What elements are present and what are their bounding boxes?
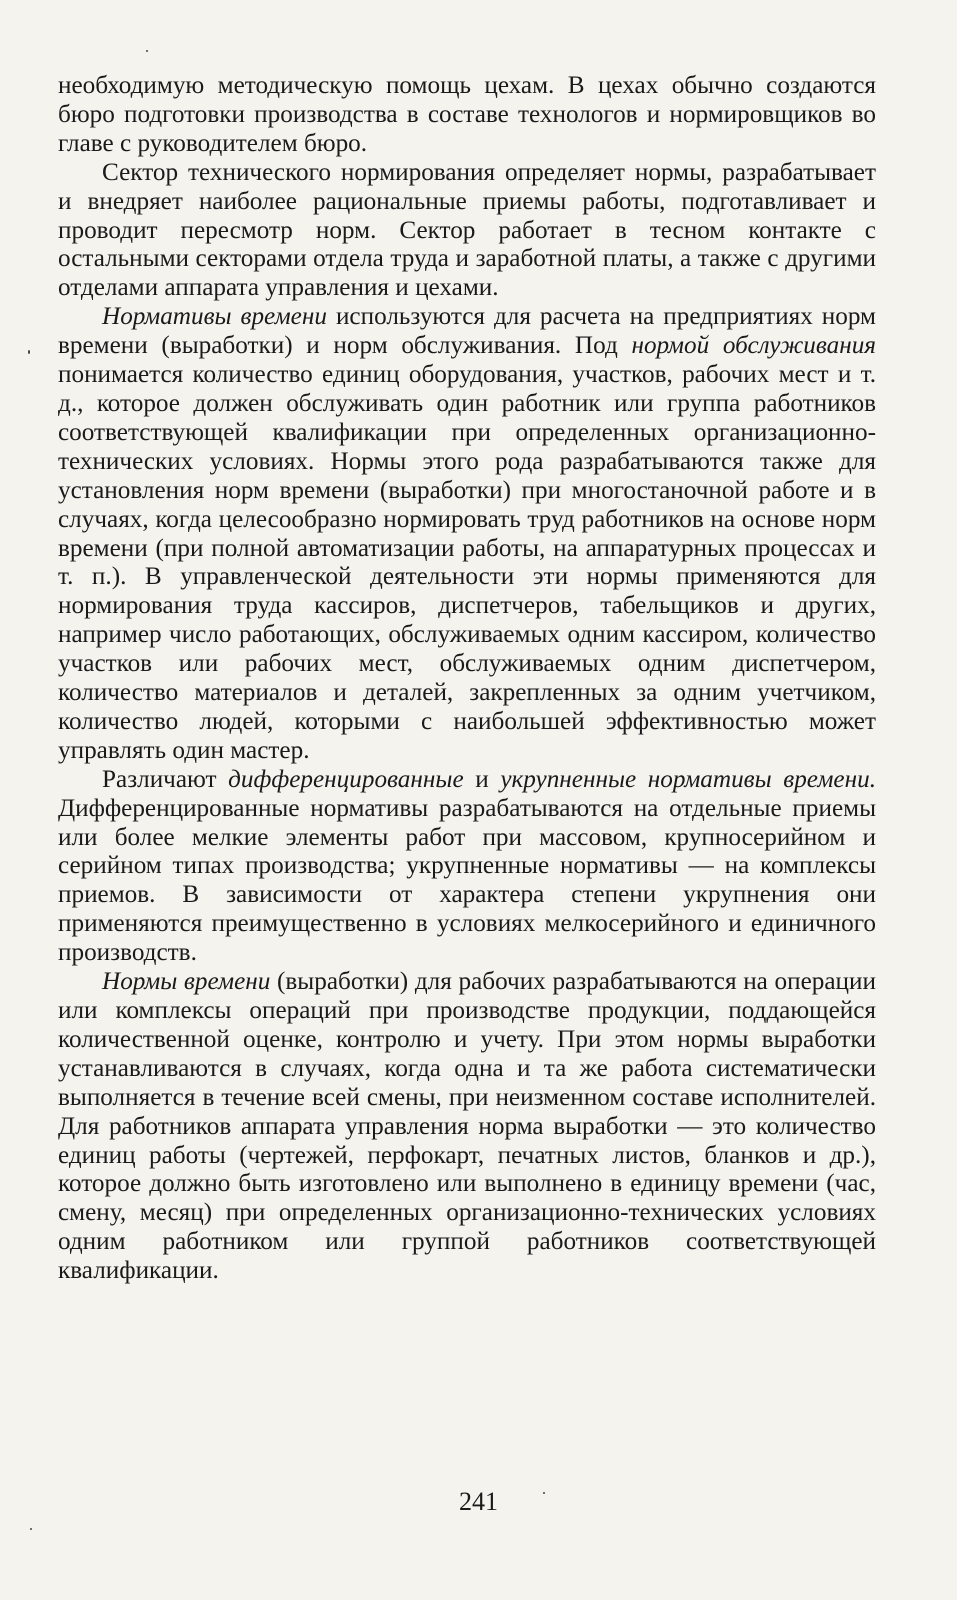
- scan-speck: [146, 50, 148, 52]
- scan-speck: [28, 350, 30, 354]
- term-differentiated-italic: дифференцированные: [228, 765, 464, 793]
- paragraph-3: [58, 303, 876, 766]
- paragraph-1-text: необходимую методическую помощь цехам. В цехах обычно создаются бюро подготовки производства в составе технологов и нормировщиков во главе с руководителем бюро.: [58, 72, 876, 157]
- paragraph-2: [58, 159, 876, 304]
- paragraph-3-text-a: используются для расчета на предприятиях норм времени (выработки) и норм обслуживания. Под: [58, 303, 876, 360]
- scan-speck: [30, 1528, 32, 1530]
- body-text: [58, 72, 876, 1286]
- paragraph-4-text-a: Различают: [102, 765, 229, 793]
- paragraph-4-text-c: Дифференцированные нормативы разрабатываются на отдельные приемы или более мелкие элементы работ при массовом, крупносерийном и серийном типах производства; укрупненные нормативы — на комплексы приемов. В зависимости от характера степени укрупнения они применяются преимущественно в условиях мелкосерийного и единичного производств.: [58, 794, 876, 967]
- paragraph-4-text-b: и: [463, 765, 501, 793]
- paragraph-2-text: Сектор технического нормирования определяет нормы, разрабатывает и внедряет наиболее рациональные приемы работы, подготавливает и проводит пересмотр норм. Сектор работает в тесном контакте с остальными секторами отдела труда и заработной платы, а также с другими отделами аппарата управления и цехами.: [58, 158, 876, 302]
- paragraph-3-text-b: понимается количество единиц оборудования, участков, рабочих мест и т. д., которое должен обслуживать один работник или группа работников соответствующей квалификации при определенных организационно-технических условиях. Нормы этого рода разрабатываются также для установления норм времени (выработки) при многостаночной работе и в случаях, когда целесообразно нормировать труд работников на основе норм времени (при полной автоматизации работы, на аппаратурных процессах и т. п.). В управленческой деятельности эти нормы применяются для нормирования труда кассиров, диспетчеров, табельщиков и других, например число работающих, обслуживаемых одним кассиром, количество участков или рабочих мест, обслуживаемых одним диспетчером, количество материалов и деталей, закрепленных за одним учетчиком, количество людей, которыми с наибольшей эффективностью может управлять один мастер.: [58, 361, 876, 764]
- paragraph-5: [58, 968, 876, 1286]
- term-service-norm-italic: нормой обслуживания: [631, 332, 876, 360]
- term-time-norms-italic: Нормативы времени: [102, 303, 327, 331]
- term-enlarged-norms-italic: укрупненные нормативы времени.: [500, 765, 876, 793]
- scan-speck: [543, 1492, 545, 1494]
- paragraph-1: [58, 72, 876, 159]
- page-number: 241: [459, 1487, 498, 1516]
- paragraph-5-text: (выработки) для рабочих разрабатываются на операции или комплексы операций при производстве продукции, поддающейся количественной оценке, контролю и учету. При этом нормы выработки устанавливаются в случаях, когда одна и та же работа систематически выполняется в течение всей смены, при неизменном составе исполнителей. Для работников аппарата управления норма выработки — это количество единиц работы (чертежей, перфокарт, печатных листов, бланков и др.), которое должно быть изготовлено или выполнено в единицу времени (час, смену, месяц) при определенных организационно-технических условиях одним работником или группой работников соответствующей квалификации.: [58, 968, 876, 1285]
- paragraph-4: [58, 766, 876, 968]
- term-time-standards-italic: Нормы времени: [102, 968, 271, 996]
